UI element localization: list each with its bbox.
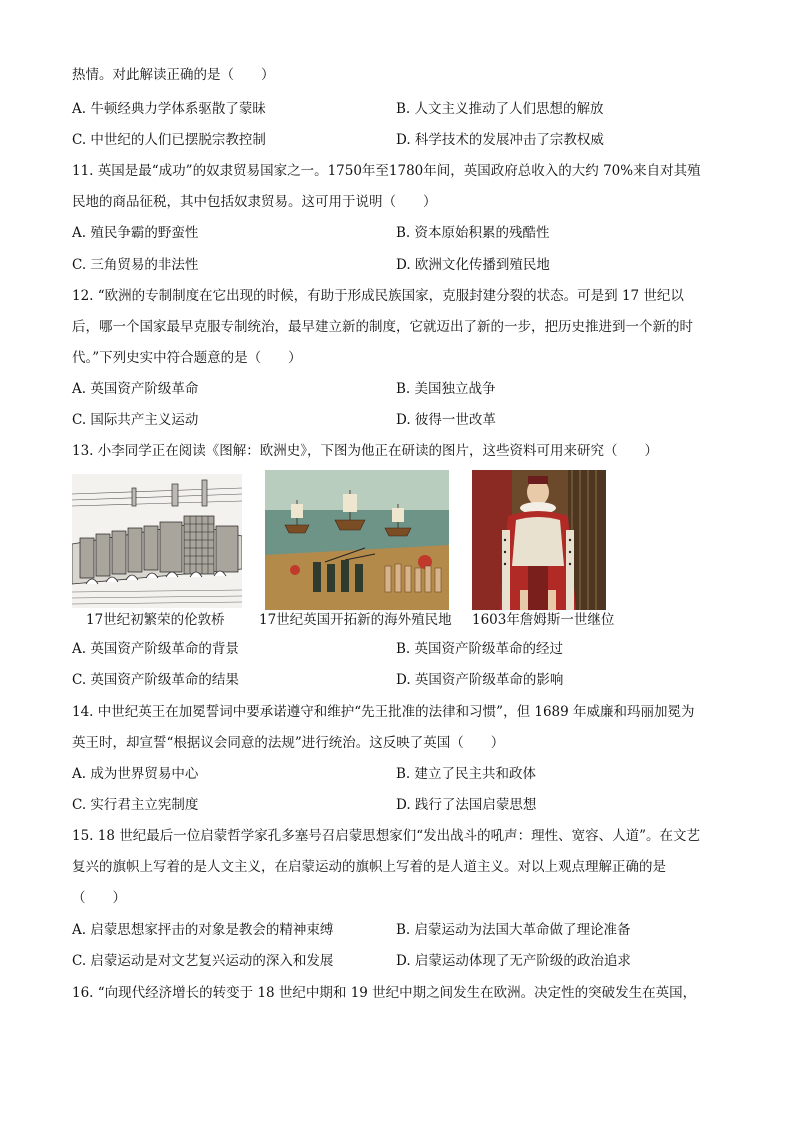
q12-option-c: C. 国际共产主义运动	[72, 412, 199, 428]
q12-stem-line-2: 后，哪一个国家最早克服专制统治，最早建立新的制度，它就迈出了新的一步，把历史推进到一个新的时	[72, 319, 693, 335]
caption-london-bridge: 17世纪初繁荣的伦敦桥	[86, 612, 225, 628]
q12-option-b: B. 美国独立战争	[396, 381, 496, 397]
q14-stem-line-1: 14. 中世纪英王在加冕誓词中要承诺遵守和维护“先王批准的法律和习惯”，但 1689 年威廉和玛丽加冕为	[72, 704, 695, 720]
q12-option-d: D. 彼得一世改革	[396, 412, 496, 428]
q14-stem-line-2: 英王时，却宣誓“根据议会同意的法规”进行统治。这反映了英国（ ）	[72, 735, 505, 751]
q15-stem-line-2: 复兴的旗帜上写着的是人文主义，在启蒙运动的旗帜上写着的是人道主义。对以上观点理解正确的是	[72, 859, 666, 875]
q16-stem-line-1: 16. “向现代经济增长的转变于 18 世纪中期和 19 世纪中期之间发生在欧洲。决定性的突破发生在英国，	[72, 985, 697, 1001]
q10-option-c: C. 中世纪的人们已摆脱宗教控制	[72, 132, 266, 148]
caption-overseas-colony: 17世纪英国开拓新的海外殖民地	[259, 612, 452, 628]
q11-option-c: C. 三角贸易的非法性	[72, 257, 199, 273]
q12-stem-line-3: 代。”下列史实中符合题意的是（ ）	[72, 350, 302, 366]
q15-option-d: D. 启蒙运动体现了无产阶级的政治追求	[396, 953, 631, 969]
q10-option-a: A. 牛顿经典力学体系驱散了蒙昧	[72, 101, 266, 117]
q14-option-a: A. 成为世界贸易中心	[72, 766, 199, 782]
q13-option-a: A. 英国资产阶级革命的背景	[72, 641, 239, 657]
q14-option-d: D. 践行了法国启蒙思想	[396, 797, 537, 813]
q13-option-b: B. 英国资产阶级革命的经过	[396, 641, 564, 657]
q13-stem-line-1: 13. 小李同学正在阅读《图解：欧洲史》，下图为他正在研读的图片，这些资料可用来研究（ ）	[72, 443, 659, 459]
q11-option-b: B. 资本原始积累的残酷性	[396, 225, 550, 241]
q12-option-a: A. 英国资产阶级革命	[72, 381, 199, 397]
q11-stem-line-1: 11. 英国是最“成功”的奴隶贸易国家之一。1750年至1780年间，英国政府总收入的大约 70%来自对其殖	[72, 163, 701, 179]
q15-option-c: C. 启蒙运动是对文艺复兴运动的深入和发展	[72, 953, 334, 969]
caption-james-i: 1603年詹姆斯一世继位	[472, 612, 615, 628]
q15-stem-line-3: （ ）	[72, 890, 126, 906]
q10-stem: 热情。对此解读正确的是（ ）	[72, 67, 275, 83]
q14-option-c: C. 实行君主立宪制度	[72, 797, 199, 813]
q15-option-b: B. 启蒙运动为法国大革命做了理论准备	[396, 922, 631, 938]
q15-stem-line-1: 15. 18 世纪最后一位启蒙哲学家孔多塞号召启蒙思想家们“发出战斗的吼声：理性、宽容、人道”。在文艺	[72, 828, 701, 844]
london-bridge-image	[72, 474, 242, 608]
q13-option-d: D. 英国资产阶级革命的影响	[396, 672, 564, 688]
james-i-portrait-image	[472, 470, 606, 610]
q11-option-d: D. 欧洲文化传播到殖民地	[396, 257, 550, 273]
q12-stem-line-1: 12. “欧洲的专制制度在它出现的时候，有助于形成民族国家，克服封建分裂的状态。可是到 17 世纪以	[72, 288, 684, 304]
q15-option-a: A. 启蒙思想家抨击的对象是教会的精神束缚	[72, 922, 334, 938]
q11-option-a: A. 殖民争霸的野蛮性	[72, 225, 199, 241]
q14-option-b: B. 建立了民主共和政体	[396, 766, 537, 782]
q11-stem-line-2: 民地的商品征税，其中包括奴隶贸易。这可用于说明（ ）	[72, 194, 437, 210]
colony-painting-image	[265, 470, 449, 610]
q13-option-c: C. 英国资产阶级革命的结果	[72, 672, 239, 688]
q10-option-d: D. 科学技术的发展冲击了宗教权威	[396, 132, 604, 148]
q10-option-b: B. 人文主义推动了人们思想的解放	[396, 101, 604, 117]
